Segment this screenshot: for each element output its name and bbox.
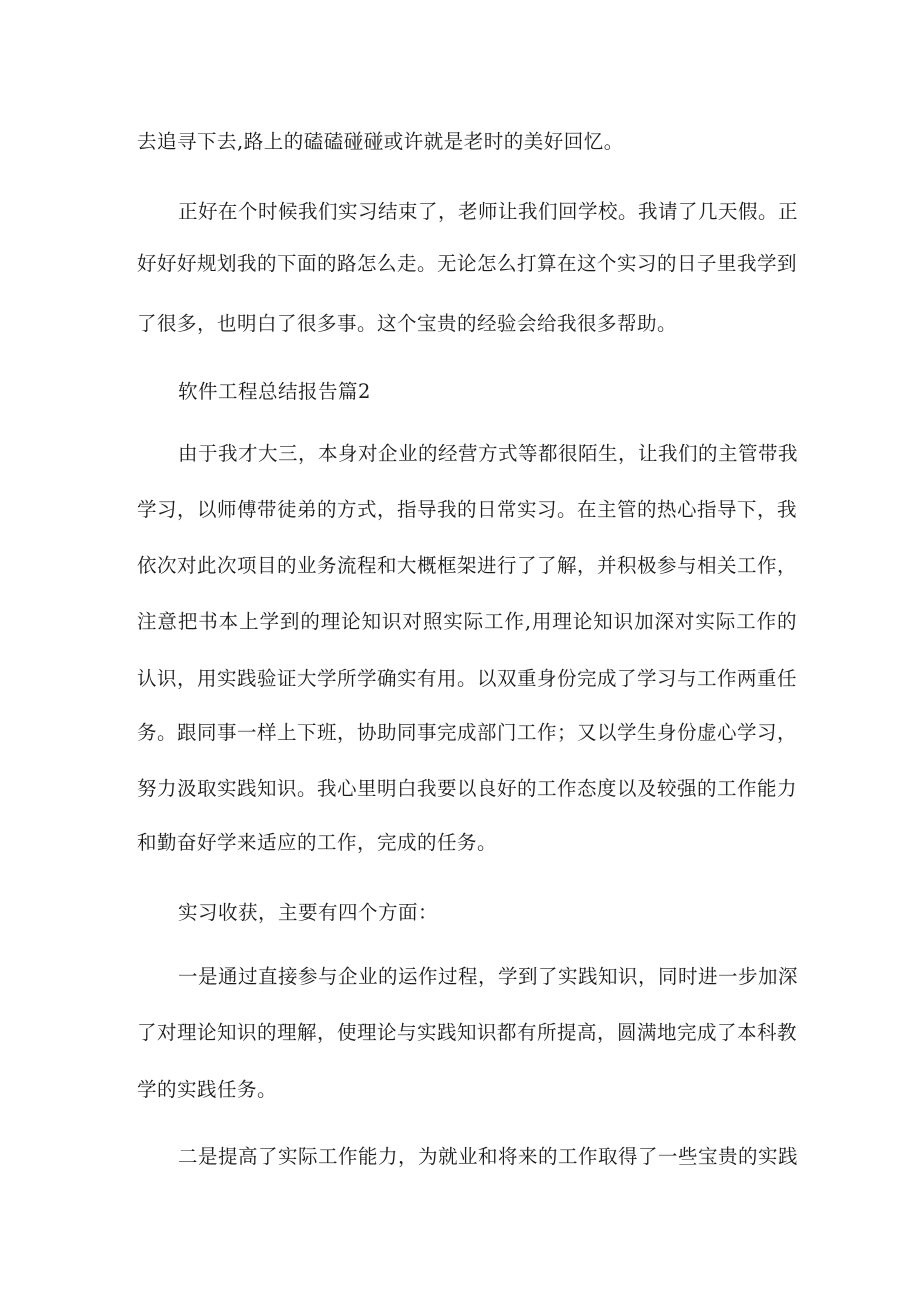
section-heading: 软件工程总结报告篇2 <box>178 380 371 403</box>
paragraph-line: 务。跟同事一样上下班，协助同事完成部门工作；又以学生身份虚心学习， <box>137 721 798 744</box>
paragraph-line: 了对理论知识的理解，使理论与实践知识都有所提高，圆满地完成了本科教 <box>137 1021 798 1044</box>
paragraph-line: 学习，以师傅带徒弟的方式，指导我的日常实习。在主管的热心指导下，我 <box>137 498 798 521</box>
paragraph-line: 依次对此次项目的业务流程和大概框架进行了了解，并积极参与相关工作， <box>137 554 798 577</box>
paragraph-line: 了很多，也明白了很多事。这个宝贵的经验会给我很多帮助。 <box>137 312 678 335</box>
paragraph-line: 二是提高了实际工作能力，为就业和将来的工作取得了一些宝贵的实践 <box>178 1145 799 1168</box>
paragraph-line: 一是通过直接参与企业的运作过程，学到了实践知识，同时进一步加深 <box>178 965 799 988</box>
paragraph-line: 好好好规划我的下面的路怎么走。无论怎么打算在这个实习的日子里我学到 <box>137 252 798 275</box>
paragraph-line: 努力汲取实践知识。我心里明白我要以良好的工作态度以及较强的工作能力 <box>137 777 798 800</box>
paragraph-line: 实习收获，主要有四个方面： <box>178 901 439 924</box>
paragraph-line: 正好在个时候我们实习结束了，老师让我们回学校。我请了几天假。正 <box>178 200 799 223</box>
paragraph-line: 注意把书本上学到的理论知识对照实际工作,用理论知识加深对实际工作的 <box>137 610 797 633</box>
paragraph-line: 学的实践任务。 <box>137 1078 278 1101</box>
paragraph-line: 去追寻下去,路上的磕磕碰碰或许就是老时的美好回忆。 <box>137 130 624 153</box>
paragraph-line: 认识，用实践验证大学所学确实有用。以双重身份完成了学习与工作两重任 <box>137 667 798 690</box>
paragraph-line: 和勤奋好学来适应的工作，完成的任务。 <box>137 831 498 854</box>
paragraph-line: 由于我才大三，本身对企业的经营方式等都很陌生，让我们的主管带我 <box>178 442 799 465</box>
